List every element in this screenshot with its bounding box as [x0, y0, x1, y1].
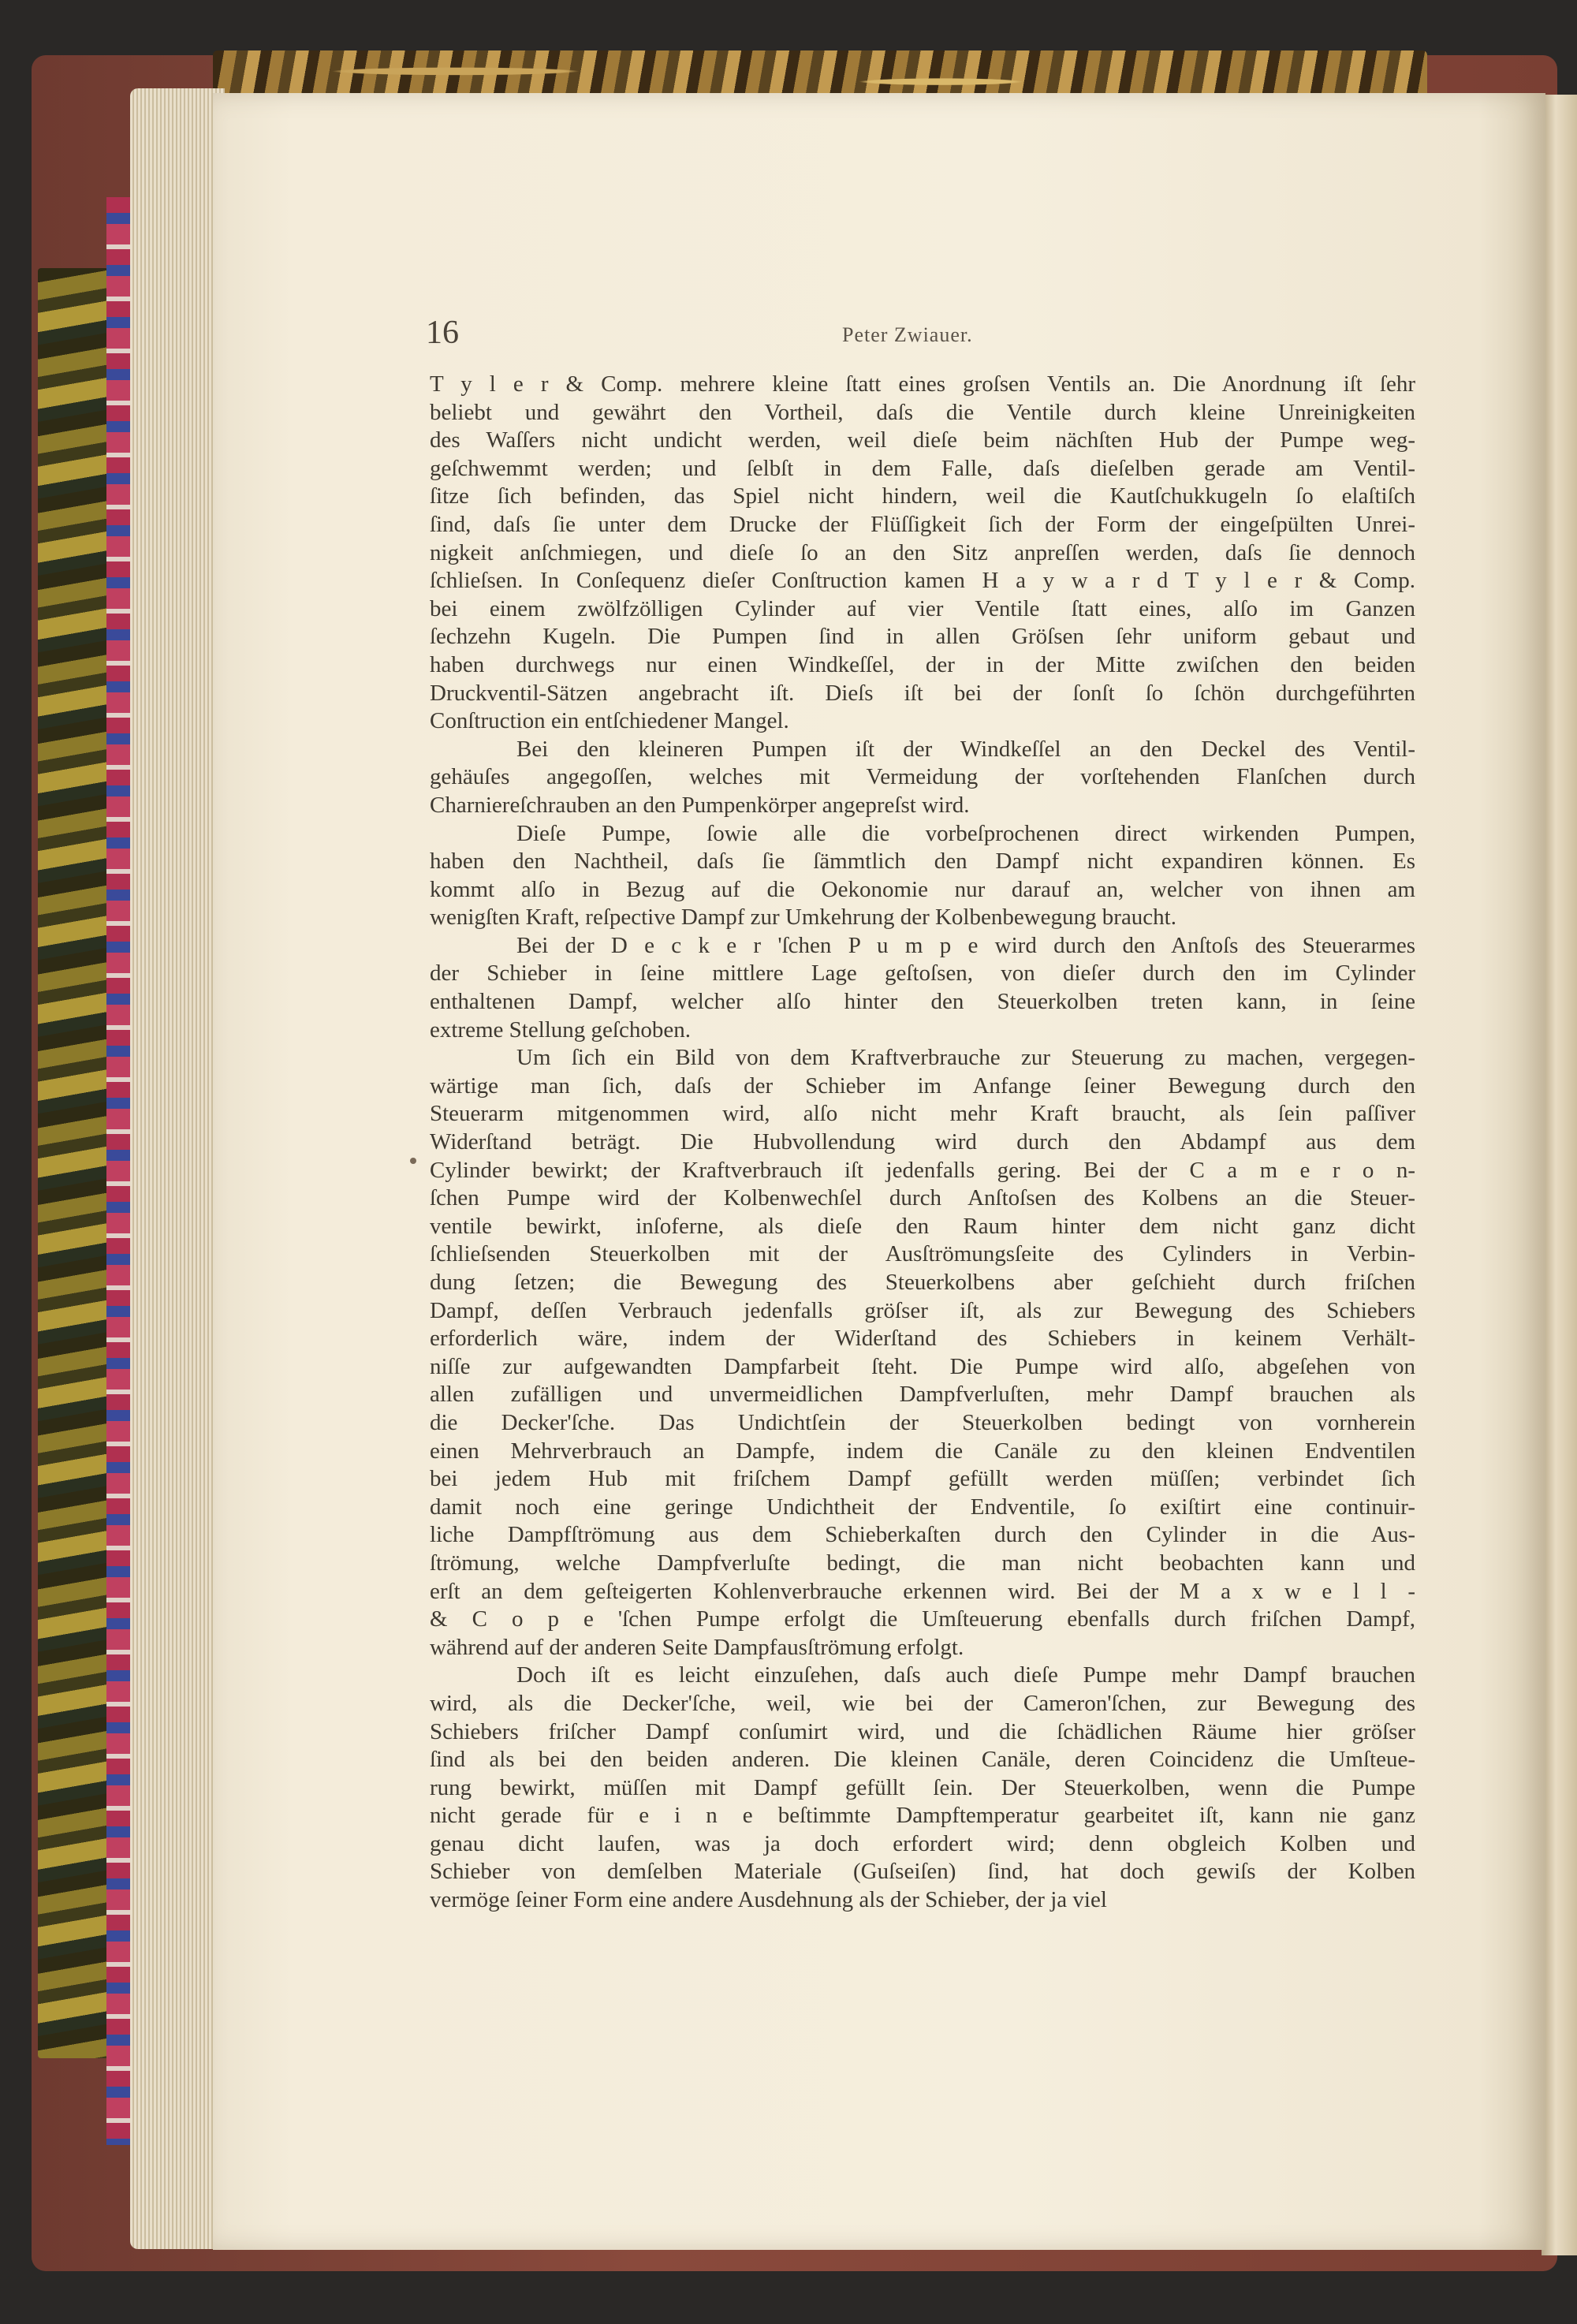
- text-line: des Waſſers nicht undicht werden, weil dieſe beim nächſten Hub der Pumpe weg-: [430, 427, 1415, 453]
- text-line: ſchlieſsenden Steuerkolben mit der Ausſtrömungsſeite des Cylinders in Verbin-: [430, 1241, 1415, 1267]
- text-line: enthaltenen Dampf, welcher alſo hinter den Steuerkolben treten kann, in ſeine: [430, 989, 1415, 1015]
- paragraph: [430, 1662, 1415, 1914]
- text-line: gehäuſes angegoſſen, welches mit Vermeidung der vorſtehenden Flanſchen durch: [430, 764, 1415, 790]
- text-line: Bei den kleineren Pumpen iſt der Windkeſſel an den Deckel des Ventil-: [516, 736, 1415, 762]
- text-line: Schiebers friſcher Dampf conſumirt wird, und die ſchädlichen Räume hier gröſser: [430, 1718, 1415, 1744]
- page-number: 16: [426, 315, 459, 351]
- text-line: Steuerarm mitgenommen wird, alſo nicht mehr Kraft braucht, als ſein paſſiver: [430, 1101, 1415, 1127]
- text-line: ſchlieſsen. In Conſequenz dieſer Conſtruction kamen H a y w a r d T y l e r & Comp.: [430, 568, 1415, 594]
- text-line: wärtige man ſich, daſs der Schieber im Anfange ſeiner Bewegung durch den: [430, 1072, 1415, 1099]
- text-line: erforderlich wäre, indem der Widerſtand des Schiebers in keinem Verhält-: [430, 1326, 1415, 1352]
- paragraph: [430, 371, 1415, 736]
- text-line: geſchwemmt werden; und ſelbſt in dem Falle, daſs dieſelben gerade am Ventil-: [430, 455, 1415, 481]
- marbled-spine: [38, 268, 109, 2058]
- text-line: einen Mehrverbrauch an Dampfe, indem die Canäle zu den kleinen Endventilen: [430, 1438, 1415, 1464]
- text-line: & C o p e 'ſchen Pumpe erfolgt die Umſteuerung ebenfalls durch friſchen Dampf,: [430, 1606, 1415, 1632]
- text-line: Dampf, deſſen Verbrauch jedenfalls gröſser iſt, als zur Bewegung des Schiebers: [430, 1297, 1415, 1323]
- text-line: vermöge ſeiner Form eine andere Ausdehnung als der Schieber, der ja viel: [430, 1887, 1107, 1913]
- text-line: ſind, daſs ſie unter dem Drucke der Flüſſigkeit ſich der Form der eingeſpülten Unrei-: [430, 511, 1415, 537]
- paragraph: [430, 736, 1415, 820]
- text-line: nigkeit anſchmiegen, und dieſe ſo an den Sitz anpreſſen werden, daſs ſie dennoch: [430, 539, 1415, 565]
- text-line: Bei der D e c k e r 'ſchen P u m p e wird durch den Anſtoſs des Steuerarmes: [516, 932, 1415, 958]
- marbled-page-edge-stripe: [106, 197, 130, 2145]
- text-line: liche Dampfſtrömung aus dem Schieberkaſten durch den Cylinder in die Aus-: [430, 1522, 1415, 1548]
- text-line: die Decker'ſche. Das Undichtſein der Steuerkolben bedingt von vornherein: [430, 1409, 1415, 1435]
- paragraph: [430, 1044, 1415, 1662]
- text-line: damit noch eine geringe Undichtheit der Endventile, ſo exiſtirt eine continuir-: [430, 1494, 1415, 1520]
- text-line: Druckventil-Sätzen angebracht iſt. Dieſs iſt bei der ſonſt ſo ſchön durchgeführten: [430, 680, 1415, 706]
- text-line: dung ſetzen; die Bewegung des Steuerkolbens aber geſchieht durch friſchen: [430, 1270, 1415, 1295]
- text-line: der Schieber in ſeine mittlere Lage geſtoſsen, von dieſer durch den im Cylinder: [430, 961, 1415, 987]
- margin-mark: [410, 1158, 416, 1164]
- text-line: ſind als bei den beiden anderen. Die kleinen Canäle, deren Coincidenz die Umſteue-: [430, 1747, 1415, 1773]
- text-line: haben den Nachtheil, daſs ſie ſämmtlich den Dampf nicht expandiren können. Es: [430, 849, 1415, 875]
- text-line: T y l e r & Comp. mehrere kleine ſtatt eines groſsen Ventils an. Die Anordnung iſt ſehr: [430, 371, 1415, 397]
- text-line: nicht gerade für e i n e beſtimmte Dampftemperatur gearbeitet iſt, kann nie ganz: [430, 1803, 1415, 1829]
- paragraph: [430, 820, 1415, 932]
- right-page-block: [1542, 95, 1577, 2255]
- text-line: beliebt und gewährt den Vortheil, daſs die Ventile durch kleine Unreinigkeiten: [430, 399, 1415, 425]
- text-line: ſitze ſich befinden, das Spiel nicht hindern, weil die Kautſchukkugeln ſo elaſtiſch: [430, 483, 1415, 509]
- text-line: ventile bewirkt, inſoferne, als dieſe den Raum hinter dem nicht ganz dicht: [430, 1213, 1415, 1239]
- text-line: Widerſtand beträgt. Die Hubvollendung wird durch den Abdampf aus dem: [430, 1129, 1415, 1155]
- text-line: niſſe zur aufgewandten Dampfarbeit ſteht. Die Pumpe wird alſo, abgeſehen von: [430, 1353, 1415, 1379]
- text-line: allen zufälligen und unvermeidlichen Dampfverluſten, mehr Dampf brauchen als: [430, 1382, 1415, 1408]
- text-line: Um ſich ein Bild von dem Kraftverbrauche zur Steuerung zu machen, vergegen-: [516, 1045, 1415, 1071]
- text-line: ſechzehn Kugeln. Die Pumpen ſind in allen Gröſsen ſehr uniform gebaut und: [430, 624, 1415, 650]
- text-line: ſchen Pumpe wird der Kolbenwechſel durch Anſtoſsen des Kolbens an die Steuer-: [430, 1185, 1415, 1211]
- text-line: genau dicht laufen, was ja doch erfordert wird; denn obgleich Kolben und: [430, 1830, 1415, 1856]
- text-line: haben durchwegs nur einen Windkeſſel, der in der Mitte zwiſchen den beiden: [430, 651, 1415, 677]
- text-line: wird, als die Decker'ſche, weil, wie bei der Cameron'ſchen, zur Bewegung des: [430, 1690, 1415, 1716]
- paragraph: [430, 932, 1415, 1044]
- text-line: ſtrömung, welche Dampfverluſte bedingt, die man nicht beobachten kann und: [430, 1550, 1415, 1576]
- text-line: wenigſten Kraft, reſpective Dampf zur Umkehrung der Kolbenbewegung braucht.: [430, 905, 1176, 931]
- running-head: [426, 314, 1419, 353]
- text-line: erſt an dem geſteigerten Kohlenverbrauche erkennen wird. Bei der M a x w e l l -: [430, 1578, 1415, 1604]
- running-head-author: Peter Zwiauer.: [842, 323, 973, 346]
- text-line: Conſtruction ein entſchiedener Mangel.: [430, 708, 789, 734]
- text-line: extreme Stellung geſchoben.: [430, 1017, 691, 1043]
- text-line: bei jedem Hub mit friſchem Dampf gefüllt werden müſſen; verbindet ſich: [430, 1466, 1415, 1492]
- text-line: kommt alſo in Bezug auf die Oekonomie nur darauf an, welcher von ihnen am: [430, 876, 1415, 902]
- text-line: Doch iſt es leicht einzuſehen, daſs auch dieſe Pumpe mehr Dampf brauchen: [516, 1662, 1415, 1688]
- text-line: bei einem zwölfzölligen Cylinder auf vier Ventile ſtatt eines, alſo im Ganzen: [430, 595, 1415, 621]
- text-line: Charniereſchrauben an den Pumpenkörper angepreſst wird.: [430, 792, 970, 818]
- text-line: während auf der anderen Seite Dampfausſtrömung erfolgt.: [430, 1634, 964, 1660]
- text-line: Dieſe Pumpe, ſowie alle die vorbeſprochenen direct wirkenden Pumpen,: [516, 820, 1415, 846]
- text-line: Schieber von demſelben Materiale (Guſseiſen) ſind, hat doch gewiſs der Kolben: [430, 1859, 1415, 1885]
- body-text: [430, 371, 1415, 1915]
- text-line: Cylinder bewirkt; der Kraftverbrauch iſt jedenfalls gering. Bei der C a m e r o n-: [430, 1157, 1415, 1183]
- text-line: rung bewirkt, müſſen mit Dampf gefüllt ſein. Der Steuerkolben, wenn die Pumpe: [430, 1774, 1415, 1800]
- page-block-edges: [130, 88, 225, 2249]
